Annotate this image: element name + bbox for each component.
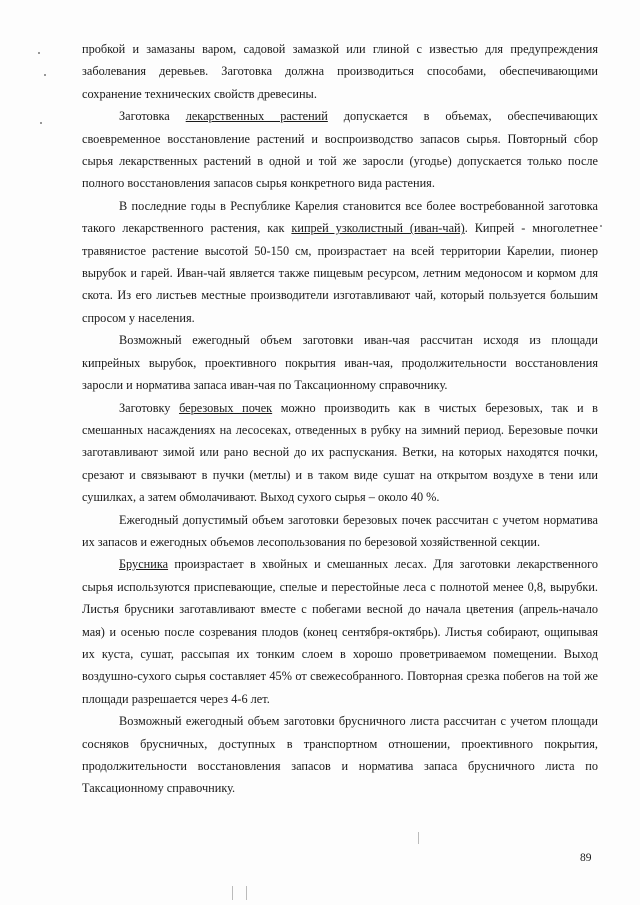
text-run: пробкой и замазаны варом, садовой замазкой или глиной с известью для предупреждения заболевания деревьев. Заготовка должна производиться способами, обеспечивающими сохранение технических свойств древесины.	[82, 42, 598, 101]
paragraph	[82, 553, 598, 710]
text-run: Возможный ежегодный объем заготовки иван-чая рассчитан исходя из площади кипрейных вырубок, проективного покрытия иван-чая, продолжительности восстановления заросли и норматива запаса иван-чая по Таксационному справочнику.	[82, 333, 598, 393]
scan-speck	[40, 122, 42, 124]
scan-speck	[600, 225, 602, 227]
underlined-term: Брусника	[119, 557, 169, 572]
underlined-term: березовых почек	[179, 400, 273, 415]
paragraph	[82, 397, 598, 509]
scan-speck	[38, 52, 40, 54]
paragraph	[82, 509, 598, 554]
text-run: Заготовку	[119, 400, 180, 415]
underlined-term: лекарственных растений	[185, 109, 328, 124]
paragraph	[82, 38, 598, 105]
paragraph	[82, 105, 598, 195]
text-run: произрастает в хвойных и смешанных лесах. Для заготовки лекарственного сырья используются приспевающие, спелые и перестойные леса с полнотой менее 0,8, вырубки. Листья брусники заготавливают вместе с побегами весной до начала цветения (апрель-начало мая) и осенью после созревания плодов (конец сентября-октябрь). Листья собирают, ощипывая их куста, сушат, рассыпая их тонким слоем в хорошо проветриваемом помещении. Выход воздушно-сухого сырья составляет 45% от свежесобранного. Повторная срезка побегов на той же площади разрешается через 4-6 лет.	[82, 557, 598, 706]
text-run: . Кипрей - многолетнее травянистое растение высотой 50-150 см, произрастает на всей территории Карелии, пионер вырубок и гарей. Иван-чай является также пищевым ресурсом, летним медоносом и кормом для скота. Из его листьев местные производители изготавливают чай, который пользуется большим спросом у населения.	[82, 221, 598, 325]
text-run: допускается в объемах, обеспечивающих своевременное восстановление растений и воспроизводство запасов сырья. Повторный сбор сырья лекарственных растений в одной и той же заросли (угодье) допускается только после полного восстановления запасов сырья конкретного вида растения.	[82, 109, 598, 191]
text-run: Возможный ежегодный объем заготовки брусничного листа рассчитан с учетом площади сосняков брусничных, доступных в транспортном отношении, проективного покрытия, продолжительности восстановления запасов и норматива запаса брусничного листа по Таксационному справочнику.	[82, 714, 598, 796]
scan-artifact	[418, 832, 419, 844]
underlined-term: кипрей узколистный (иван-чай)	[291, 221, 465, 236]
scan-artifact	[232, 886, 233, 900]
scan-speck	[44, 74, 46, 76]
paragraph	[82, 195, 598, 329]
paragraph	[82, 710, 598, 800]
text-run: В последние годы в Республике Карелия становится все более востребованной заготовка такого лекарственного растения, как	[82, 198, 598, 236]
text-run: Заготовка	[119, 109, 186, 124]
text-run: можно производить как в чистых березовых, так и в смешанных насаждениях на лесосеках, отведенных в рубку на зимний период. Березовые почки заготавливают зимой или рано весной до их распускания. Ветки, на которых находятся почки, срезают и связывают в пучки (метлы) и в таком виде сушат на открытом воздухе в тени или сушилках, а затем обмолачивают. Выход сухого сырья – около 40 %.	[82, 400, 598, 505]
scan-artifact	[246, 886, 247, 900]
paragraph	[82, 329, 598, 396]
text-run: Ежегодный допустимый объем заготовки березовых почек рассчитан с учетом норматива их запасов и ежегодных объемов лесопользования по березовой хозяйственной секции.	[82, 512, 598, 549]
page-number: 89	[580, 852, 592, 864]
body-text	[82, 38, 598, 800]
